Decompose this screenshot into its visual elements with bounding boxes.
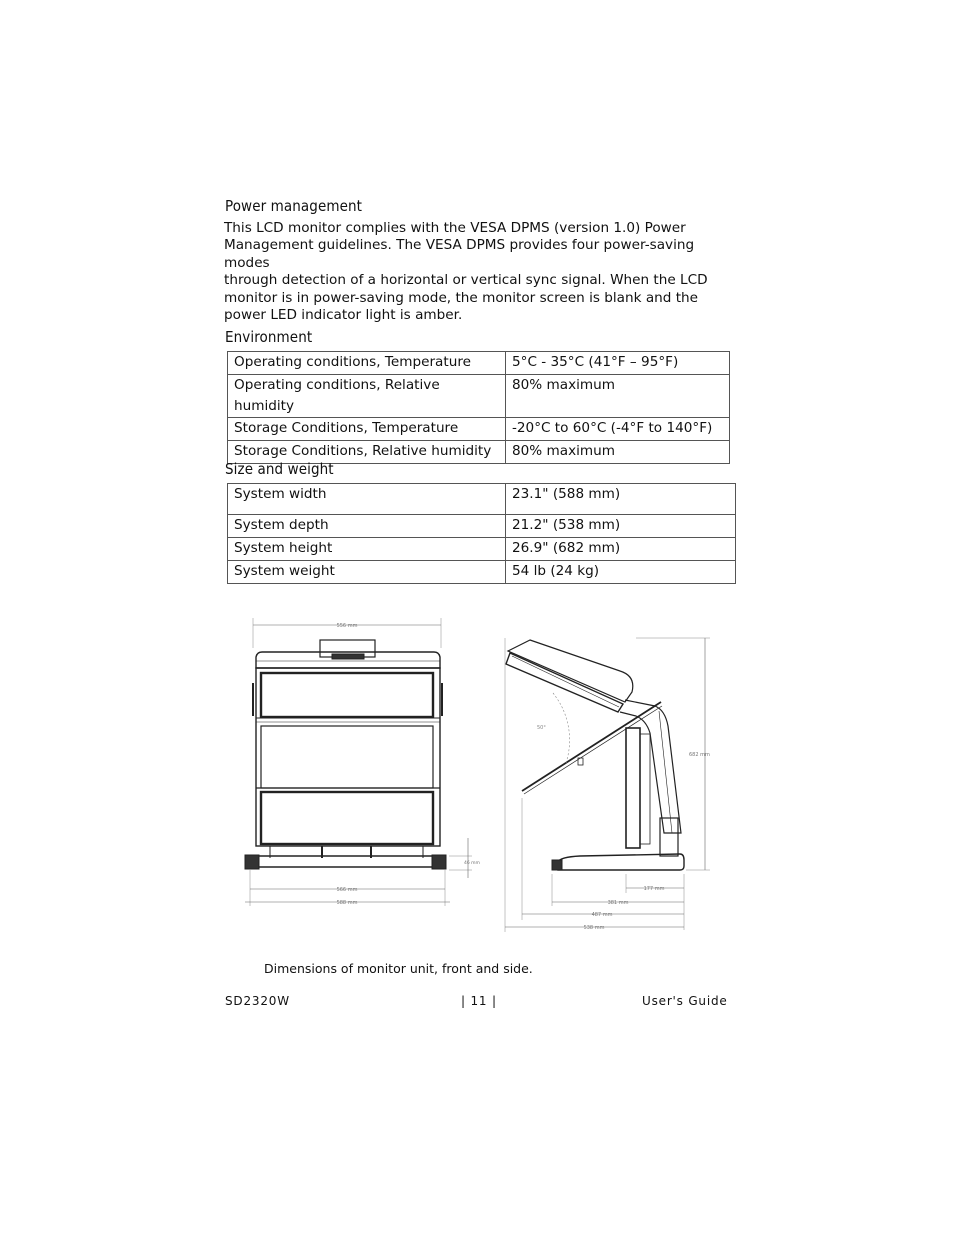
table-cell: 21.2" (538 mm) <box>506 515 736 538</box>
table-cell: 80% maximum <box>506 441 730 464</box>
table-cell: 26.9" (682 mm) <box>506 538 736 561</box>
power-paragraph <box>224 220 744 324</box>
front-bottom-dimension-inner: 566 mm <box>336 887 358 893</box>
environment-table <box>227 351 730 464</box>
table-cell: 23.1" (588 mm) <box>506 484 736 515</box>
power-line: power LED indicator light is amber. <box>224 307 463 324</box>
power-line: monitor is in power-saving mode, the monitor screen is blank and the <box>224 289 699 306</box>
table-row <box>228 484 736 515</box>
side-view-drawing <box>505 638 710 932</box>
front-bottom-dimension-outer: 588 mm <box>336 900 358 906</box>
table-cell: System width <box>228 484 506 515</box>
side-dimension-1: 177 mm <box>643 886 665 892</box>
front-side-dimension: 46 mm <box>464 861 480 866</box>
table-cell: 5°C - 35°C (41°F – 95°F) <box>506 352 730 375</box>
table-cell: System weight <box>228 561 506 584</box>
table-row <box>228 515 736 538</box>
table-cell: 80% maximum <box>506 375 730 418</box>
power-heading: Power management <box>225 197 363 215</box>
table-cell: 54 lb (24 kg) <box>506 561 736 584</box>
table-row <box>228 538 736 561</box>
side-dimension-3: 487 mm <box>591 912 613 918</box>
table-cell: System height <box>228 538 506 561</box>
power-line: This LCD monitor complies with the VESA DPMS (version 1.0) Power <box>224 220 686 236</box>
side-angle-label: 50° <box>537 725 546 731</box>
figure-caption: Dimensions of monitor unit, front and side. <box>264 961 533 976</box>
side-dimension-4: 538 mm <box>583 925 605 931</box>
footer-left: SD2320W <box>225 994 290 1008</box>
side-height-dimension: 682 mm <box>689 752 710 758</box>
table-row <box>228 352 730 375</box>
table-row <box>228 561 736 584</box>
size-heading: Size and weight <box>225 460 334 478</box>
table-cell: -20°C to 60°C (-4°F to 140°F) <box>506 418 730 441</box>
front-top-dimension: 556 mm <box>336 623 358 629</box>
table-cell: Storage Conditions, Relative humidity <box>228 441 506 464</box>
size-table <box>227 483 736 584</box>
side-dimension-2: 381 mm <box>607 900 629 906</box>
footer-right: User's Guide <box>642 994 728 1008</box>
power-line: through detection of a horizontal or vertical sync signal. When the LCD <box>224 272 708 289</box>
table-cell: System depth <box>228 515 506 538</box>
table-cell: Operating conditions, Relative humidity <box>228 375 506 418</box>
environment-heading: Environment <box>225 328 313 346</box>
footer-page-number: | 11 | <box>461 994 497 1008</box>
power-line: Management guidelines. The VESA DPMS provides four power-saving modes <box>224 237 695 271</box>
front-view-drawing <box>245 618 472 906</box>
table-row <box>228 375 730 418</box>
monitor-dimensions-figure <box>240 608 720 938</box>
table-row <box>228 418 730 441</box>
table-cell: Operating conditions, Temperature <box>228 352 506 375</box>
table-cell: Storage Conditions, Temperature <box>228 418 506 441</box>
